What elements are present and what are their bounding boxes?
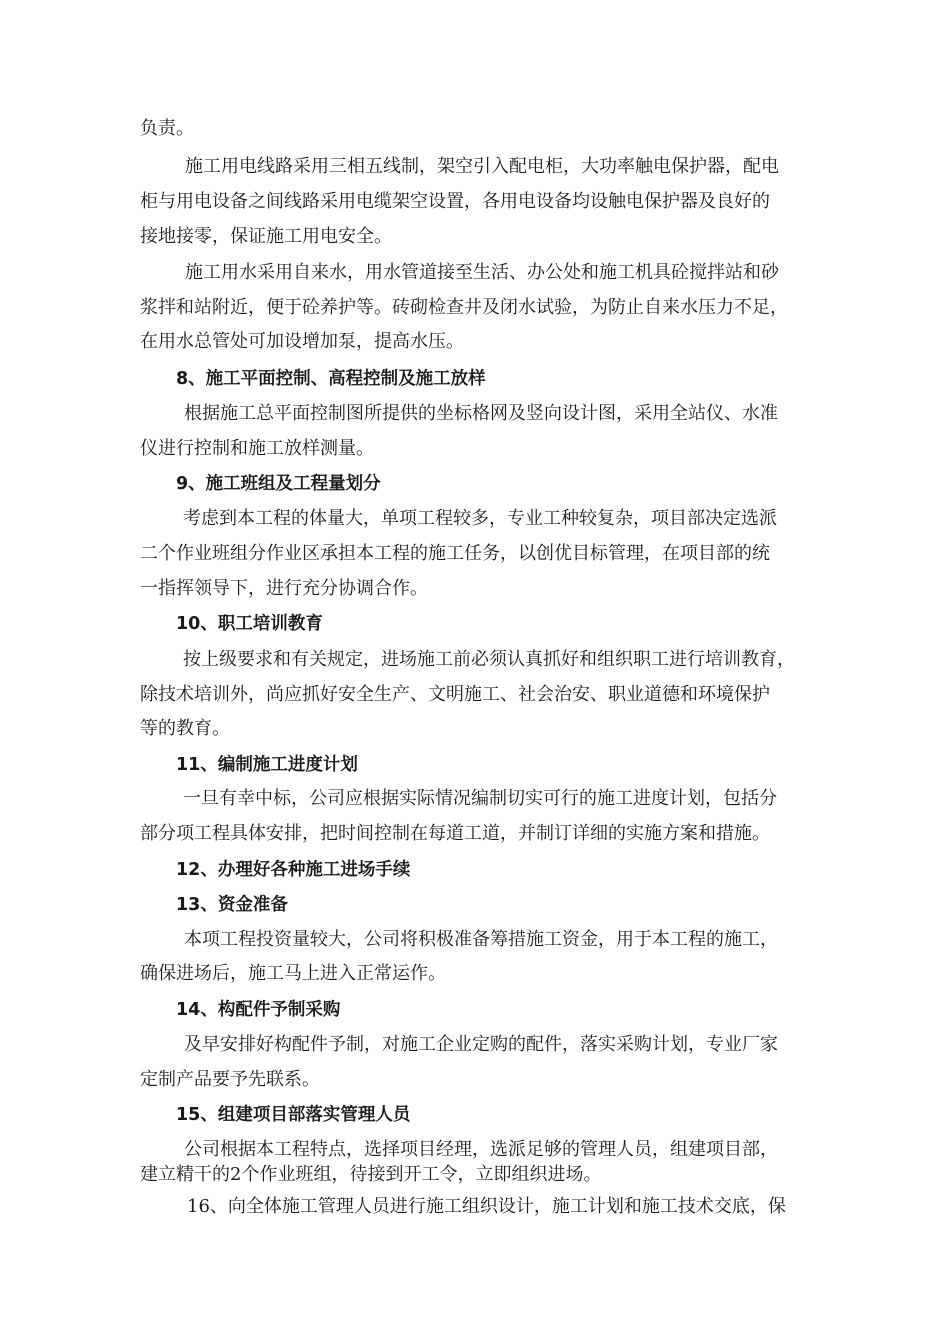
section-heading: 9、施工班组及工程量划分: [176, 474, 381, 494]
text-line: 部分项工程具体安排，把时间控制在每道工道，并制订详细的实施方案和措施。: [140, 823, 770, 844]
text-line: 浆拌和站附近，便于砼养护等。砖砌检查井及闭水试验，为防止自来水压力不足，: [140, 297, 788, 318]
text-line: 及早安排好构配件予制，对施工企业定购的配件，落实采购计划，专业厂家: [184, 1034, 778, 1055]
text-line: 本项工程投资量较大，公司将积极准备筹措施工资金，用于本工程的施工，: [184, 929, 778, 950]
text-line: 二个作业班组分作业区承担本工程的施工任务，以创优目标管理，在项目部的统: [140, 543, 770, 564]
text-line: 接地接零，保证施工用电安全。: [140, 226, 392, 247]
text-line: 考虑到本工程的体量大，单项工程较多，专业工种较复杂，项目部决定选派: [183, 508, 777, 529]
section-heading: 12、办理好各种施工进场手续: [176, 860, 411, 880]
text-line: 公司根据本工程特点，选择项目经理，选派足够的管理人员，组建项目部，: [184, 1139, 778, 1160]
text-line: 仪进行控制和施工放样测量。: [140, 438, 374, 459]
section-heading: 14、构配件予制采购: [176, 1000, 341, 1020]
text-line: 16、向全体施工管理人员进行施工组织设计，施工计划和施工技术交底，保: [187, 1196, 786, 1217]
text-line: 在用水总管处可加设增加泵，提高水压。: [140, 331, 464, 352]
text-line: 建立精干的2个作业班组，待接到开工令，立即组织进场。: [140, 1164, 602, 1185]
text-line: 负责。: [140, 118, 194, 139]
section-heading: 13、资金准备: [176, 895, 288, 915]
text-line: 按上级要求和有关规定，进场施工前必须认真抓好和组织职工进行培训教育，: [183, 649, 795, 670]
section-heading: 11、编制施工进度计划: [176, 755, 358, 775]
section-heading: 15、组建项目部落实管理人员: [176, 1105, 411, 1125]
text-line: 定制产品要予先联系。: [140, 1069, 320, 1090]
section-heading: 10、职工培训教育: [176, 614, 323, 634]
text-line: 根据施工总平面控制图所提供的坐标格网及竖向设计图，采用全站仪、水准: [184, 403, 778, 424]
section-heading: 8、施工平面控制、高程控制及施工放样: [176, 369, 486, 389]
text-line: 一旦有幸中标，公司应根据实际情况编制切实可行的施工进度计划，包括分: [183, 788, 777, 809]
text-line: 除技术培训外，尚应抓好安全生产、文明施工、社会治安、职业道德和环境保护: [140, 684, 770, 705]
text-line: 一指挥领导下，进行充分协调合作。: [140, 578, 428, 599]
text-line: 确保进场后，施工马上进入正常运作。: [140, 963, 446, 984]
text-line: 施工用电线路采用三相五线制，架空引入配电柜，大功率触电保护器，配电: [185, 156, 779, 177]
text-line: 柜与用电设备之间线路采用电缆架空设置，各用电设备均设触电保护器及良好的: [140, 191, 770, 212]
text-line: 施工用水采用自来水，用水管道接至生活、办公处和施工机具砼搅拌站和砂: [185, 262, 779, 283]
text-line: 等的教育。: [140, 718, 230, 739]
